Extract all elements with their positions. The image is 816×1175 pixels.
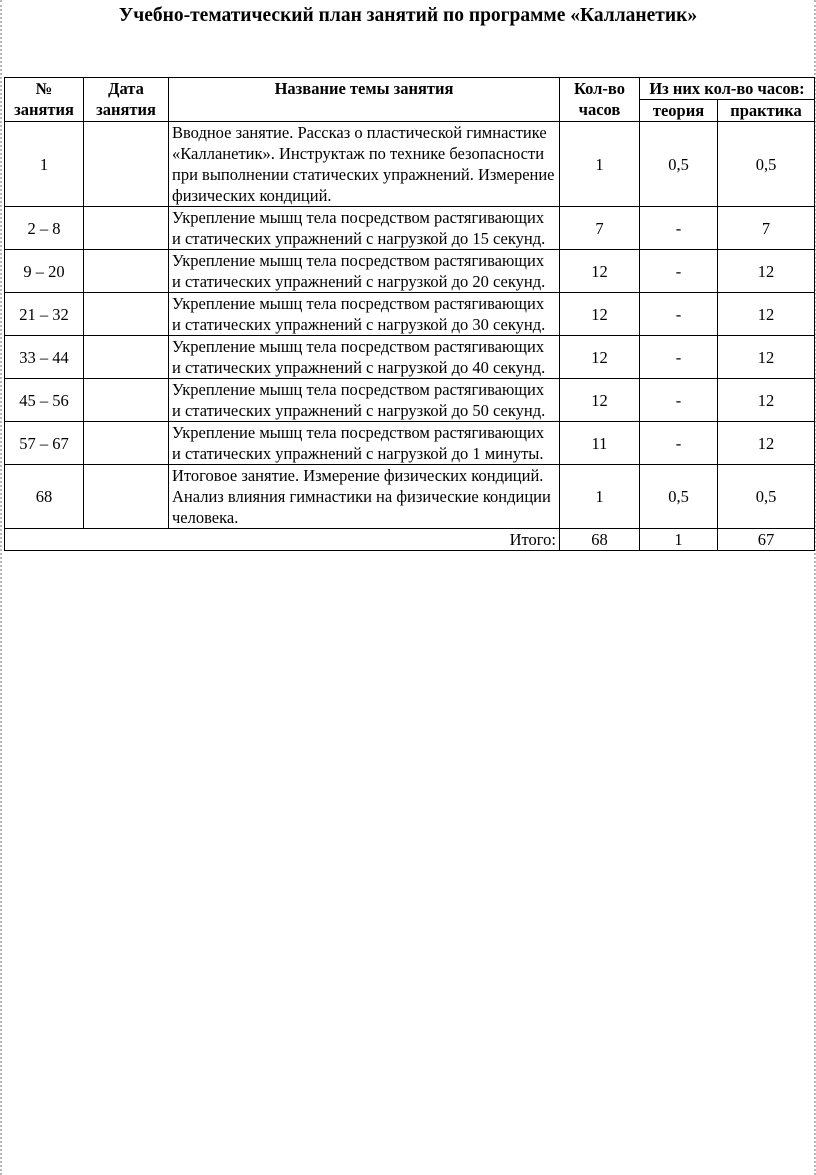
- cell-theory: -: [640, 293, 718, 336]
- total-theory: 1: [640, 529, 718, 551]
- cell-topic: Укрепление мышц тела посредством растягивающих и статических упражнений с нагрузкой до 40 секунд.: [169, 336, 560, 379]
- cell-practice: 12: [718, 379, 815, 422]
- cell-hours: 12: [560, 293, 640, 336]
- header-topic: Название темы занятия: [169, 78, 560, 122]
- header-date: Дата занятия: [84, 78, 169, 122]
- cell-practice: 12: [718, 293, 815, 336]
- cell-theory: -: [640, 422, 718, 465]
- table-row: [5, 422, 815, 465]
- table-row: [5, 122, 815, 207]
- cell-practice: 0,5: [718, 465, 815, 529]
- cell-practice: 7: [718, 207, 815, 250]
- cell-practice: 12: [718, 250, 815, 293]
- cell-number: 33 – 44: [5, 336, 84, 379]
- cell-practice: 0,5: [718, 122, 815, 207]
- cell-topic: Вводное занятие. Рассказ о пластической гимнастике «Калланетик». Инструктаж по технике безопасности при выполнении статических упражнений. Измерение физических кондиций.: [169, 122, 560, 207]
- cell-topic: Итоговое занятие. Измерение физических кондиций. Анализ влияния гимнастики на физические кондиции человека.: [169, 465, 560, 529]
- cell-number: 9 – 20: [5, 250, 84, 293]
- cell-hours: 12: [560, 379, 640, 422]
- cell-date: [84, 465, 169, 529]
- cell-hours: 1: [560, 122, 640, 207]
- table-row: [5, 465, 815, 529]
- cell-date: [84, 336, 169, 379]
- cell-number: 2 – 8: [5, 207, 84, 250]
- header-theory: теория: [640, 100, 718, 122]
- cell-date: [84, 250, 169, 293]
- cell-theory: -: [640, 336, 718, 379]
- table-row: [5, 250, 815, 293]
- cell-number: 21 – 32: [5, 293, 84, 336]
- cell-topic: Укрепление мышц тела посредством растягивающих и статических упражнений с нагрузкой до 1 минуты.: [169, 422, 560, 465]
- table-row: [5, 336, 815, 379]
- cell-date: [84, 293, 169, 336]
- table-total-row: [5, 529, 815, 551]
- cell-hours: 1: [560, 465, 640, 529]
- cell-theory: -: [640, 379, 718, 422]
- header-hours: Кол-во часов: [560, 78, 640, 122]
- cell-theory: -: [640, 250, 718, 293]
- header-practice: практика: [718, 100, 815, 122]
- cell-number: 68: [5, 465, 84, 529]
- cell-theory: 0,5: [640, 465, 718, 529]
- cell-date: [84, 207, 169, 250]
- cell-hours: 12: [560, 336, 640, 379]
- page-title: Учебно-тематический план занятий по программе «Калланетик»: [118, 5, 698, 26]
- cell-hours: 12: [560, 250, 640, 293]
- total-hours: 68: [560, 529, 640, 551]
- table-header-row: [5, 78, 815, 100]
- cell-topic: Укрепление мышц тела посредством растягивающих и статических упражнений с нагрузкой до 20 секунд.: [169, 250, 560, 293]
- cell-theory: -: [640, 207, 718, 250]
- lesson-plan-table: [4, 77, 815, 551]
- cell-number: 57 – 67: [5, 422, 84, 465]
- cell-number: 1: [5, 122, 84, 207]
- table-row: [5, 379, 815, 422]
- header-number: № занятия: [5, 78, 84, 122]
- table-row: [5, 207, 815, 250]
- table-row: [5, 293, 815, 336]
- cell-date: [84, 122, 169, 207]
- cell-number: 45 – 56: [5, 379, 84, 422]
- total-practice: 67: [718, 529, 815, 551]
- cell-topic: Укрепление мышц тела посредством растягивающих и статических упражнений с нагрузкой до 30 секунд.: [169, 293, 560, 336]
- cell-topic: Укрепление мышц тела посредством растягивающих и статических упражнений с нагрузкой до 15 секунд.: [169, 207, 560, 250]
- total-label: Итого:: [5, 529, 560, 551]
- cell-hours: 11: [560, 422, 640, 465]
- cell-theory: 0,5: [640, 122, 718, 207]
- cell-hours: 7: [560, 207, 640, 250]
- cell-topic: Укрепление мышц тела посредством растягивающих и статических упражнений с нагрузкой до 50 секунд.: [169, 379, 560, 422]
- header-of-which: Из них кол-во часов:: [640, 78, 815, 100]
- cell-date: [84, 422, 169, 465]
- cell-practice: 12: [718, 336, 815, 379]
- cell-practice: 12: [718, 422, 815, 465]
- cell-date: [84, 379, 169, 422]
